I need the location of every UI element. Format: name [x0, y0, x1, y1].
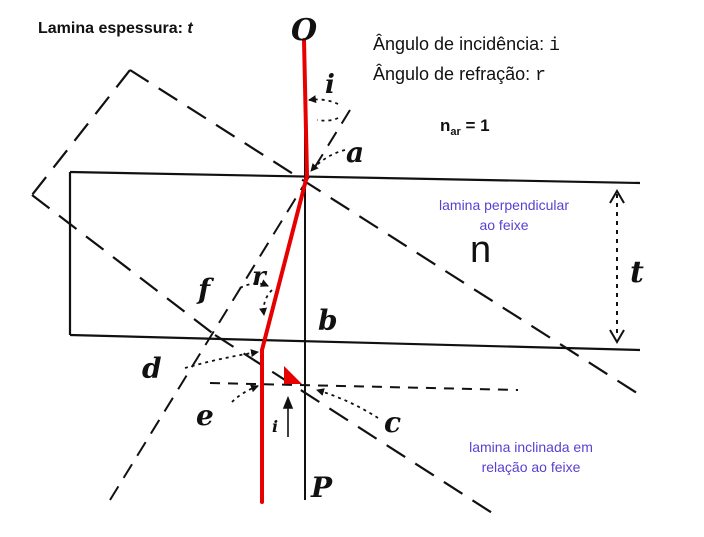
label-n-plate: n: [470, 229, 492, 271]
label-c: c: [384, 406, 402, 439]
plate-top-edge: [70, 172, 640, 183]
inclined-left-bottom: [32, 195, 215, 335]
inclined-note-line1: lamina inclinada em: [469, 439, 593, 455]
refracted-ray: [262, 176, 307, 350]
refraction-angle-legend: Ângulo de refração: r: [373, 64, 546, 86]
label-P: P: [311, 471, 333, 504]
perpendicular-note-line2: ao feixe: [479, 217, 529, 233]
plate-bottom-edge: [70, 335, 640, 350]
perpendicular-note-line1: lamina perpendicular: [439, 197, 569, 213]
label-r: r: [252, 262, 266, 292]
label-i-small: i: [272, 417, 279, 436]
arrow-i-top: [309, 100, 338, 105]
label-b: b: [318, 304, 338, 337]
arrow-i-top-b: [317, 118, 338, 121]
inclined-note-line2: relação ao feixe: [481, 459, 581, 475]
label-a: a: [346, 136, 365, 169]
label-t-side: t: [630, 255, 644, 290]
arrow-a: [311, 150, 345, 171]
inclined-left-top: [32, 70, 130, 195]
inclined-bottom-edge: [215, 335, 500, 518]
label-e: e: [196, 399, 214, 432]
label-f: f: [198, 273, 211, 306]
right-angle-marker: [284, 366, 302, 384]
inclined-top-edge: [130, 70, 640, 395]
light-ray: [262, 40, 307, 502]
arrow-c: [317, 390, 378, 418]
arrow-e: [232, 386, 258, 402]
arrow-i-small: [284, 398, 292, 437]
label-d: d: [142, 352, 162, 385]
label-O: O: [291, 13, 318, 48]
plate-thickness-title: Lamina espessura: t: [38, 20, 193, 37]
thickness-arrow: [610, 191, 624, 342]
incidence-angle-legend: Ângulo de incidência: i: [373, 34, 560, 56]
label-i-top: i: [325, 70, 335, 100]
air-refractive-index: $n_{ar} = 1$: [440, 116, 490, 138]
